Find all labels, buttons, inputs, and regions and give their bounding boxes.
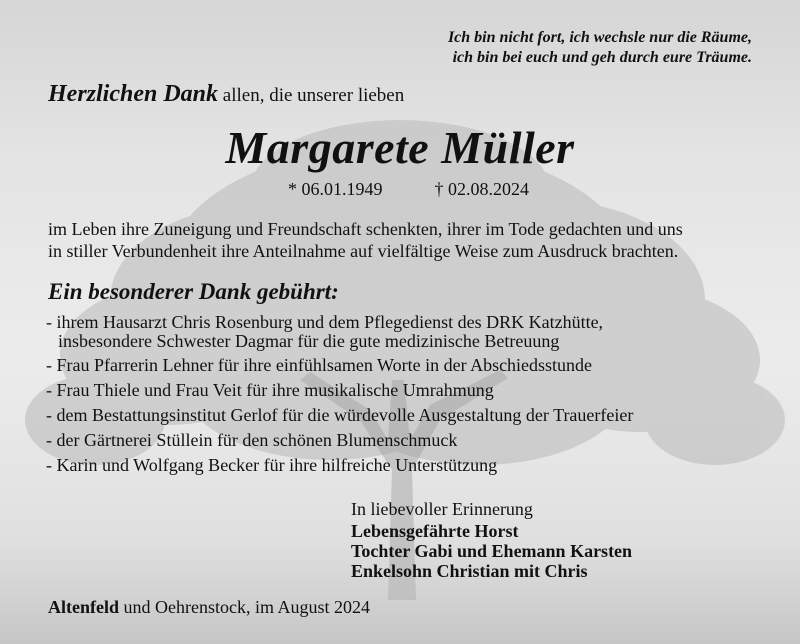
special-thanks-list <box>46 310 766 478</box>
signature-intro: In liebevoller Erinnerung <box>351 499 533 519</box>
intro-lead: Herzlichen Dank <box>48 81 219 107</box>
signatory: Lebensgefährte Horst <box>351 521 519 541</box>
death-date: † 02.08.2024 <box>434 179 529 199</box>
list-item-text: - ihrem Hausarzt Chris Rosenburg und dem Pflegedienst des DRK Katzhütte, <box>46 312 604 332</box>
intro-rest: allen, die unserer lieben <box>218 85 405 106</box>
list-item: - Karin und Wolfgang Becker für ihre hilfreiche Unterstützung <box>46 455 498 475</box>
birth-date: * 06.01.1949 <box>288 179 383 199</box>
motto-quote <box>448 28 752 68</box>
list-item: - der Gärtnerei Stüllein für den schönen Blumenschmuck <box>46 430 458 450</box>
list-item: - dem Bestattungsinstitut Gerlof für die würdevolle Ausgestaltung der Trauerfeier <box>46 405 634 425</box>
thanks-line: in stiller Verbundenheit ihre Anteilnahme auf vielfältige Weise zum Ausdruck brachten. <box>48 241 679 261</box>
list-item <box>46 310 766 350</box>
signatory: Tochter Gabi und Ehemann Karsten <box>351 541 633 561</box>
list-item: - Frau Thiele und Frau Veit für ihre musikalische Umrahmung <box>46 380 494 400</box>
footer-rest: und Oehrenstock, im August 2024 <box>119 597 370 617</box>
thanks-line: im Leben ihre Zuneigung und Freundschaft schenkten, ihrer im Tode gedachten und uns <box>48 219 683 239</box>
signatory: Enkelsohn Christian mit Chris <box>351 561 588 581</box>
list-item-continuation: insbesondere Schwester Dagmar für die gute medizinische Betreuung <box>58 331 560 351</box>
signatories <box>351 521 632 581</box>
deceased-name: Margarete Müller <box>225 122 575 173</box>
motto-line: Ich bin nicht fort, ich wechsle nur die Räume, <box>447 29 752 46</box>
footer-place: Altenfeld <box>48 597 119 617</box>
special-thanks-heading: Ein besonderer Dank gebührt: <box>48 279 339 304</box>
intro-line <box>48 82 404 108</box>
motto-line: ich bin bei euch und geh durch eure Träume. <box>452 49 752 66</box>
life-dates <box>288 178 529 200</box>
thanks-paragraph <box>48 218 768 262</box>
place-date-line <box>48 596 370 618</box>
list-item: - Frau Pfarrerin Lehner für ihre einfühlsamen Worte in der Abschiedsstunde <box>46 355 593 375</box>
